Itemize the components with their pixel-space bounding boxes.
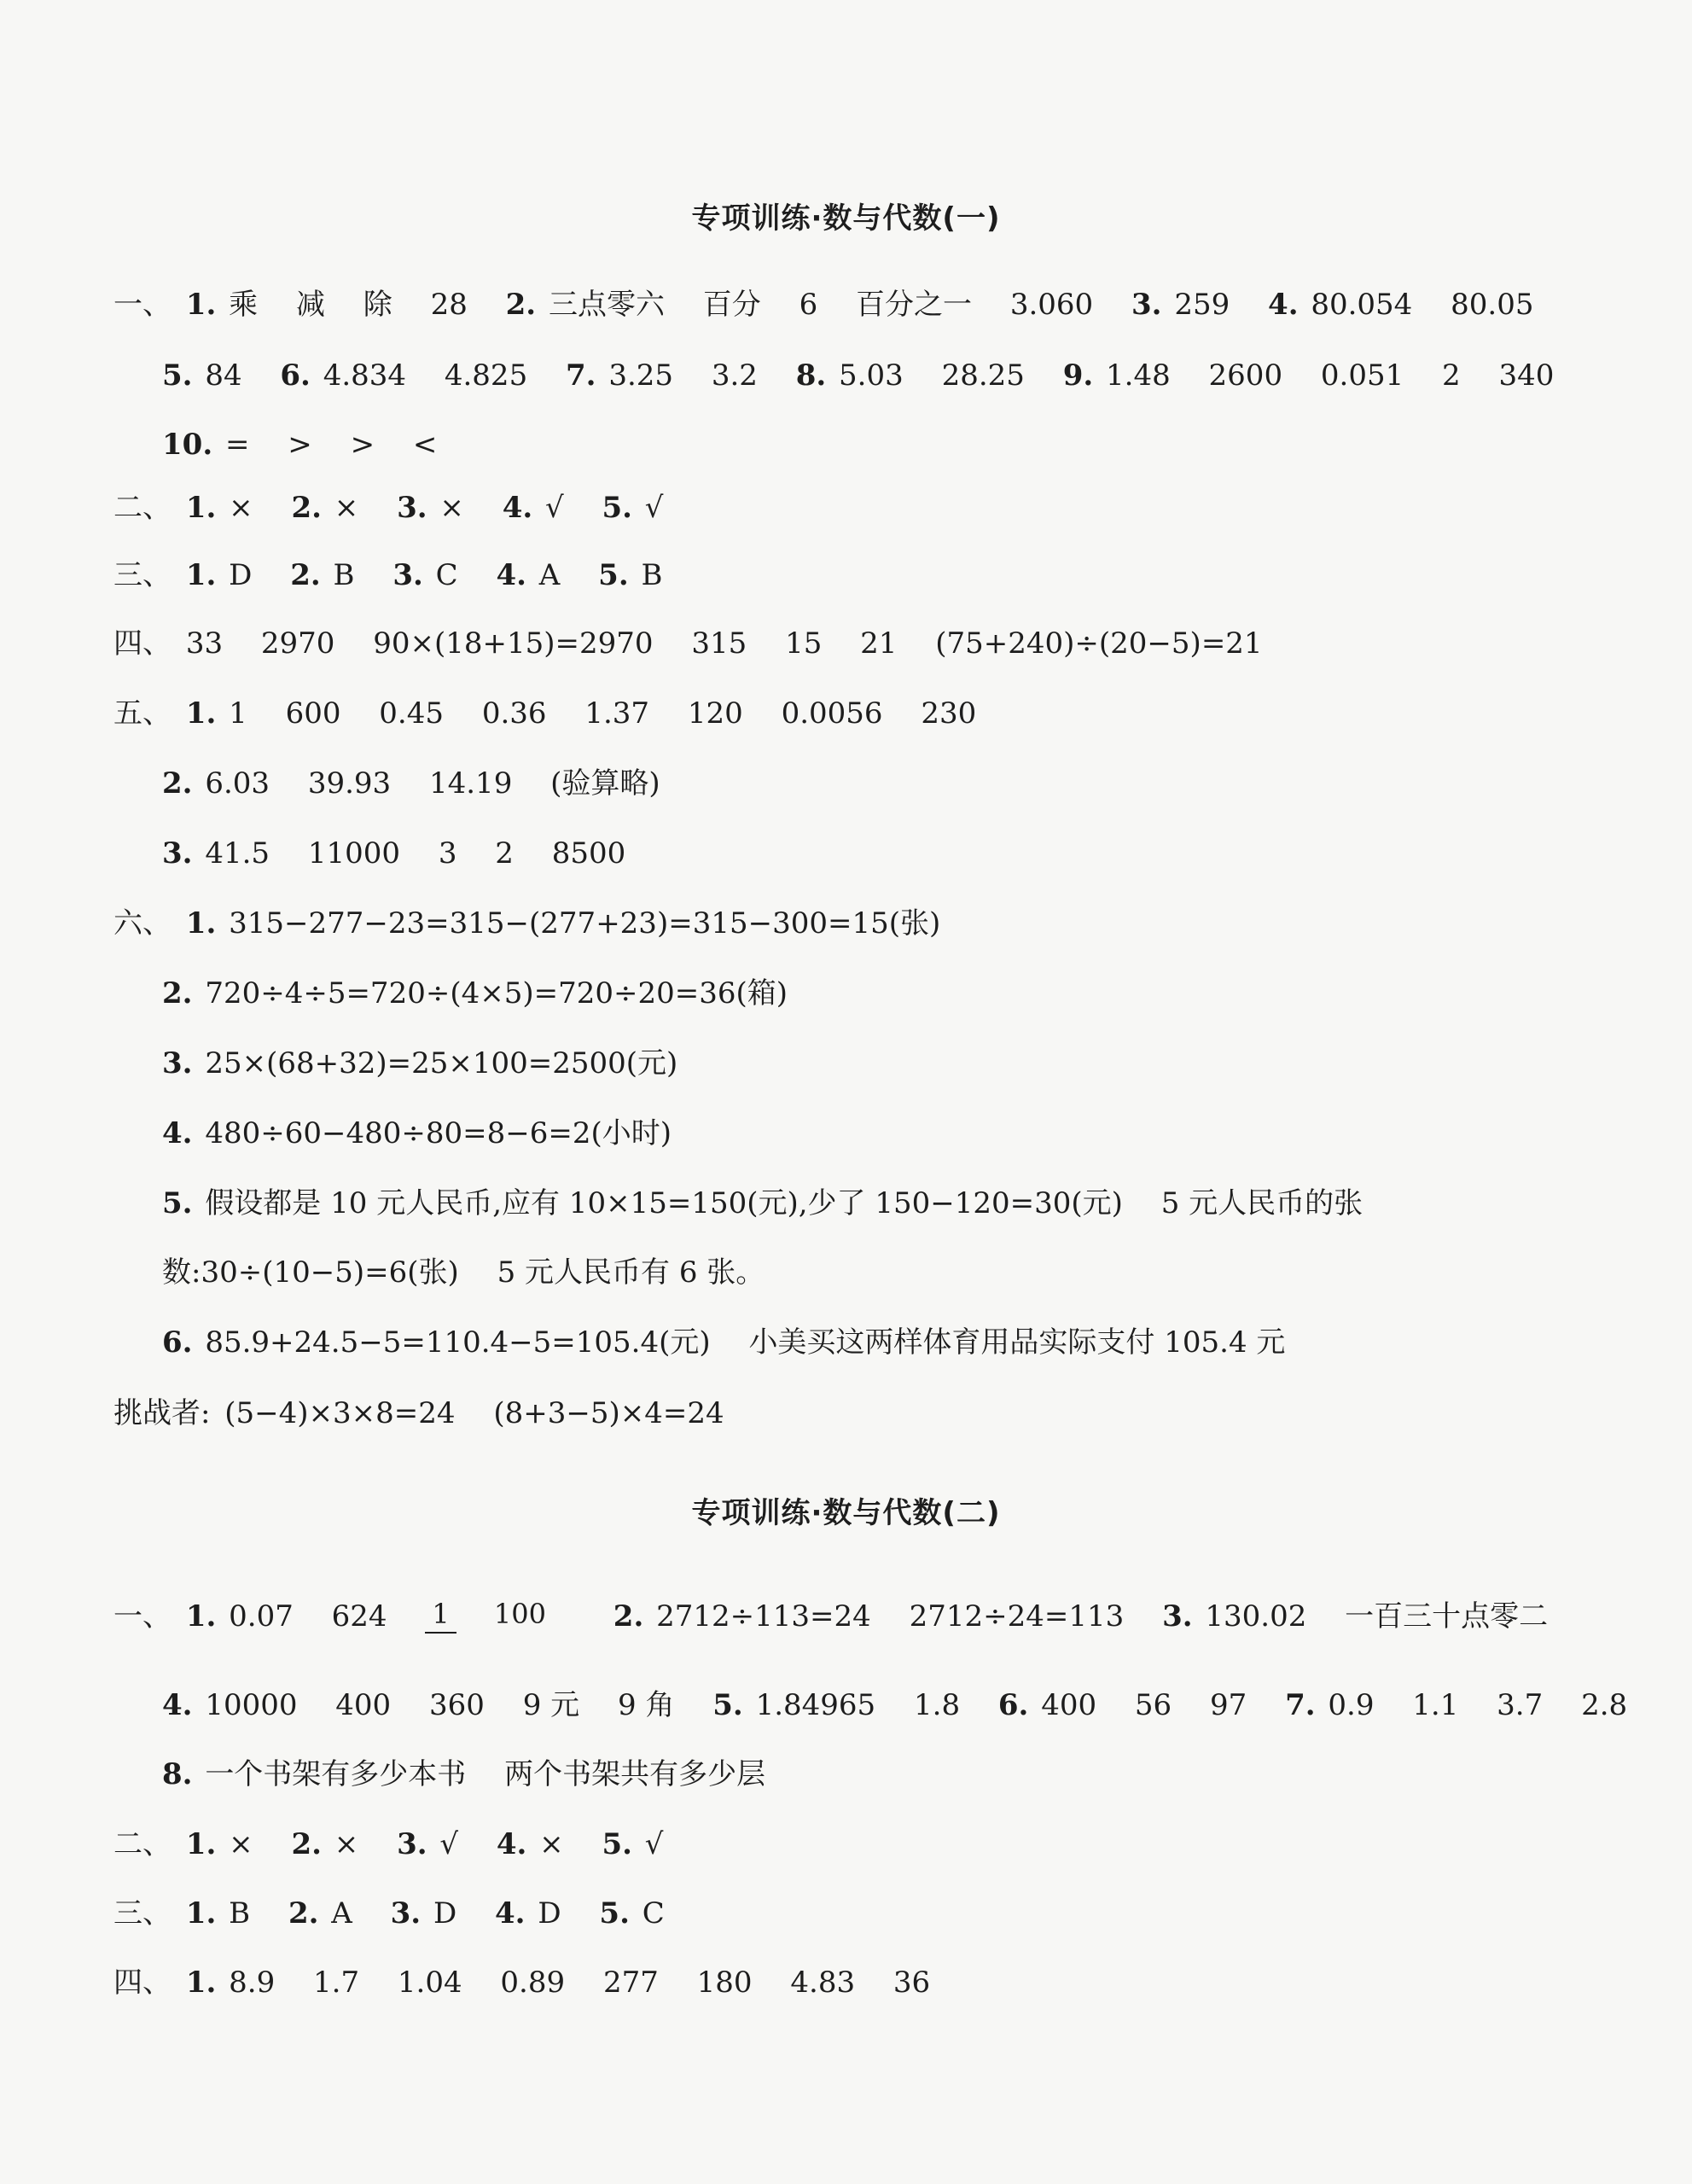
fraction-numerator: 1 xyxy=(425,1600,456,1634)
s1-er-row xyxy=(113,491,692,525)
answer: √ xyxy=(644,1827,664,1861)
answer: 8.9 xyxy=(229,1966,276,2000)
answer: 11000 xyxy=(307,836,400,871)
answer: 6 xyxy=(799,288,818,322)
answer: 84 xyxy=(205,358,242,393)
answer: 2 xyxy=(495,836,514,871)
answer: 百分 xyxy=(702,288,761,322)
answer: 360 xyxy=(429,1688,485,1722)
question-number: 2. xyxy=(613,1599,644,1634)
answer: 1.7 xyxy=(313,1966,360,2000)
answer: 2712÷113=24 xyxy=(656,1599,871,1634)
fraction xyxy=(425,1597,575,1634)
question-number: 1. xyxy=(185,1966,217,2000)
answer: 230 xyxy=(921,696,977,731)
s1-si-row xyxy=(113,626,1292,661)
answer: 315−277−23=315−(277+23)=315−300=15(张) xyxy=(229,906,941,941)
answer: 85.9+24.5−5=110.4−5=105.4(元) xyxy=(205,1325,711,1360)
answer: 80.05 xyxy=(1451,288,1534,322)
answer: = xyxy=(224,428,250,462)
question-number: 2. xyxy=(291,1827,322,1861)
question-number: 1. xyxy=(185,491,217,525)
answer: × xyxy=(229,491,253,525)
answer: 减 xyxy=(295,288,325,322)
answer: 4.83 xyxy=(790,1966,856,2000)
section-label: 四、 xyxy=(113,626,172,661)
answer: C xyxy=(435,558,458,592)
answer: 259 xyxy=(1174,288,1230,322)
s1-yi-row3 xyxy=(162,428,466,462)
answer: > xyxy=(288,428,312,462)
question-number: 5. xyxy=(598,558,629,592)
answer: 4.834 xyxy=(323,358,407,393)
answer: (8+3−5)×4=24 xyxy=(493,1396,724,1430)
question-number: 2. xyxy=(162,976,193,1010)
s1-liu-q6 xyxy=(162,1325,1314,1360)
answer: 0.45 xyxy=(379,696,444,731)
answer: 1.84965 xyxy=(755,1688,876,1722)
answer: 25×(68+32)=25×100=2500(元) xyxy=(205,1046,678,1080)
question-number: 5. xyxy=(599,1896,630,1931)
answer: 9 角 xyxy=(618,1688,675,1722)
answer: 两个书架共有多少层 xyxy=(504,1757,766,1791)
question-number: 1. xyxy=(185,288,217,322)
answer: 90×(18+15)=2970 xyxy=(373,626,654,661)
question-number: 6. xyxy=(280,358,311,393)
answer: 315 xyxy=(691,626,747,661)
answer: 1.48 xyxy=(1106,358,1171,393)
question-number: 2. xyxy=(162,766,193,801)
answer: 15 xyxy=(785,626,823,661)
answer: 1.04 xyxy=(397,1966,462,2000)
answer: 624 xyxy=(331,1599,387,1634)
question-number: 6. xyxy=(162,1325,193,1360)
answer: 480÷60−480÷80=8−6=2(小时) xyxy=(205,1116,672,1150)
question-number: 3. xyxy=(162,1046,193,1080)
s1-liu-q3 xyxy=(162,1046,706,1080)
answer: √ xyxy=(439,1827,459,1861)
question-number: 10. xyxy=(162,428,213,462)
answer: 0.36 xyxy=(481,696,547,731)
question-number: 5. xyxy=(162,358,193,393)
answer: D xyxy=(538,1896,561,1931)
question-number: 2. xyxy=(505,288,537,322)
answer: A xyxy=(331,1896,352,1931)
answer: 39.93 xyxy=(307,766,392,801)
answer: 56 xyxy=(1134,1688,1172,1722)
s2-er-row xyxy=(113,1827,692,1861)
answer: × xyxy=(539,1827,564,1861)
answer: 41.5 xyxy=(205,836,270,871)
section-label: 三、 xyxy=(113,1896,172,1931)
question-number: 5. xyxy=(602,1827,632,1861)
question-number: 3. xyxy=(390,1896,422,1931)
answer: D xyxy=(433,1896,457,1931)
question-number: 7. xyxy=(1285,1688,1316,1722)
question-number: 3. xyxy=(397,1827,427,1861)
question-number: 3. xyxy=(1162,1599,1193,1634)
answer: 数:30÷(10−5)=6(张) xyxy=(162,1255,459,1290)
answer: 6.03 xyxy=(205,766,270,801)
answer: B xyxy=(333,558,355,592)
answer: < xyxy=(412,428,438,462)
answer: 600 xyxy=(285,696,341,731)
s1-challenge xyxy=(113,1396,753,1430)
answer: 1.1 xyxy=(1412,1688,1459,1722)
answer: > xyxy=(350,428,375,462)
answer: D xyxy=(229,558,253,592)
answer: 28 xyxy=(430,288,468,322)
s2-si-row xyxy=(113,1966,959,2000)
question-number: 2. xyxy=(291,491,322,525)
answer: 340 xyxy=(1498,358,1555,393)
section-label: 五、 xyxy=(113,696,172,731)
answer: 4.825 xyxy=(444,358,528,393)
question-number: 1. xyxy=(185,558,217,592)
s2-san-row xyxy=(113,1896,694,1931)
question-number: 1. xyxy=(185,906,217,941)
s1-yi-row1 xyxy=(113,288,1562,322)
answer: 1 xyxy=(229,696,247,731)
fraction-denominator: 100 xyxy=(493,1598,546,1630)
answer: 130.02 xyxy=(1205,1599,1307,1634)
section-label: 一、 xyxy=(113,288,172,322)
answer: 21 xyxy=(860,626,898,661)
answer: 3.7 xyxy=(1497,1688,1544,1722)
answer: 0.89 xyxy=(500,1966,566,2000)
question-number: 1. xyxy=(185,1599,217,1634)
s1-yi-row2 xyxy=(162,358,1583,393)
s1-wu-row1 xyxy=(113,696,1005,731)
answer: 5 元人民币有 6 张。 xyxy=(497,1255,765,1290)
question-number: 1. xyxy=(185,1827,217,1861)
answer: 三点零六 xyxy=(548,288,665,322)
question-number: 3. xyxy=(1131,288,1162,322)
answer: 0.07 xyxy=(229,1599,294,1634)
answer: 2600 xyxy=(1208,358,1283,393)
answer: 乘 xyxy=(229,288,259,322)
question-number: 4. xyxy=(502,491,533,525)
s1-liu-q4 xyxy=(162,1116,701,1150)
challenge-label: 挑战者: xyxy=(113,1396,211,1430)
answer: 百分之一 xyxy=(856,288,973,322)
section-label: 六、 xyxy=(113,906,172,941)
answer: 2 xyxy=(1442,358,1461,393)
section-label: 二、 xyxy=(113,491,172,525)
question-number: 1. xyxy=(185,1896,217,1931)
answer: 1.37 xyxy=(584,696,650,731)
answer: 3.25 xyxy=(608,358,674,393)
answer: 97 xyxy=(1210,1688,1247,1722)
question-number: 4. xyxy=(162,1688,193,1722)
s1-liu-q5b xyxy=(162,1255,794,1290)
answer: 36 xyxy=(893,1966,931,2000)
answer: √ xyxy=(545,491,564,525)
answer: 假设都是 10 元人民币,应有 10×15=150(元),少了 150−120=30(元) xyxy=(205,1186,1123,1220)
answer: 277 xyxy=(602,1966,659,2000)
answer: 小美买这两样体育用品实际支付 105.4 元 xyxy=(748,1325,1286,1360)
question-number: 3. xyxy=(397,491,427,525)
question-number: 7. xyxy=(566,358,596,393)
answer: 180 xyxy=(696,1966,753,2000)
answer: 3.2 xyxy=(711,358,758,393)
answer: A xyxy=(538,558,561,592)
question-number: 9. xyxy=(1062,358,1094,393)
question-number: 1. xyxy=(185,696,217,731)
s2-yi-row2 xyxy=(162,1688,1656,1722)
answer: C xyxy=(642,1896,665,1931)
question-number: 5. xyxy=(712,1688,743,1722)
answer: (验算略) xyxy=(550,766,660,801)
question-number: 5. xyxy=(602,491,632,525)
answer: × xyxy=(439,491,464,525)
answer: B xyxy=(641,558,663,592)
s1-liu-q1 xyxy=(113,906,969,941)
answer: B xyxy=(229,1896,251,1931)
answer: × xyxy=(229,1827,253,1861)
answer: 2712÷24=113 xyxy=(909,1599,1125,1634)
answer: 28.25 xyxy=(941,358,1025,393)
s2-yi-row3 xyxy=(162,1757,794,1791)
question-number: 4. xyxy=(495,1896,526,1931)
answer: 14.19 xyxy=(428,766,513,801)
answer: 80.054 xyxy=(1311,288,1413,322)
question-number: 4. xyxy=(496,558,526,592)
answer: 33 xyxy=(185,626,224,661)
answer: 400 xyxy=(1041,1688,1097,1722)
s1-liu-q5a xyxy=(162,1186,1392,1220)
s1-wu-row3 xyxy=(162,836,654,871)
section-label: 二、 xyxy=(113,1827,172,1861)
answer: 0.9 xyxy=(1328,1688,1375,1722)
question-number: 4. xyxy=(1268,288,1299,322)
answer: 3 xyxy=(438,836,457,871)
section-label: 一、 xyxy=(113,1599,172,1634)
answer: 一个书架有多少本书 xyxy=(205,1757,467,1791)
answer: 720÷4÷5=720÷(4×5)=720÷20=36(箱) xyxy=(205,976,788,1010)
answer: 一百三十点零二 xyxy=(1345,1599,1549,1634)
answer: × xyxy=(334,491,359,525)
question-number: 5. xyxy=(162,1186,193,1220)
answer: 1.8 xyxy=(914,1688,961,1722)
answer: × xyxy=(334,1827,359,1861)
answer: 3.060 xyxy=(1009,288,1094,322)
answer: 除 xyxy=(363,288,392,322)
answer: (5−4)×3×8=24 xyxy=(224,1396,456,1430)
answer: 5.03 xyxy=(839,358,904,393)
answer: √ xyxy=(644,491,664,525)
question-number: 3. xyxy=(162,836,193,871)
answer: 2970 xyxy=(260,626,335,661)
question-number: 4. xyxy=(162,1116,193,1150)
section-1-title: 专项训练·数与代数(一) xyxy=(691,201,1001,236)
answer: 5 元人民币的张 xyxy=(1160,1186,1363,1220)
answer: 10000 xyxy=(205,1688,298,1722)
question-number: 8. xyxy=(162,1757,193,1791)
answer: 0.0056 xyxy=(781,696,883,731)
section-2-title: 专项训练·数与代数(二) xyxy=(691,1496,1001,1530)
answer: 400 xyxy=(335,1688,392,1722)
answer: 9 元 xyxy=(522,1688,580,1722)
question-number: 2. xyxy=(288,1896,319,1931)
answer: 2.8 xyxy=(1581,1688,1628,1722)
answer: (75+240)÷(20−5)=21 xyxy=(935,626,1263,661)
section-label: 四、 xyxy=(113,1966,172,2000)
question-number: 8. xyxy=(795,358,827,393)
s1-liu-q2 xyxy=(162,976,817,1010)
answer: 8500 xyxy=(551,836,626,871)
question-number: 4. xyxy=(496,1827,527,1861)
answer: 0.051 xyxy=(1320,358,1404,393)
question-number: 6. xyxy=(997,1688,1029,1722)
s2-yi-row1 xyxy=(113,1600,1577,1637)
question-number: 2. xyxy=(290,558,321,592)
s1-wu-row2 xyxy=(162,766,689,801)
section-label: 三、 xyxy=(113,558,172,592)
question-number: 3. xyxy=(392,558,423,592)
answer: 120 xyxy=(687,696,743,731)
s1-san-row xyxy=(113,558,691,592)
